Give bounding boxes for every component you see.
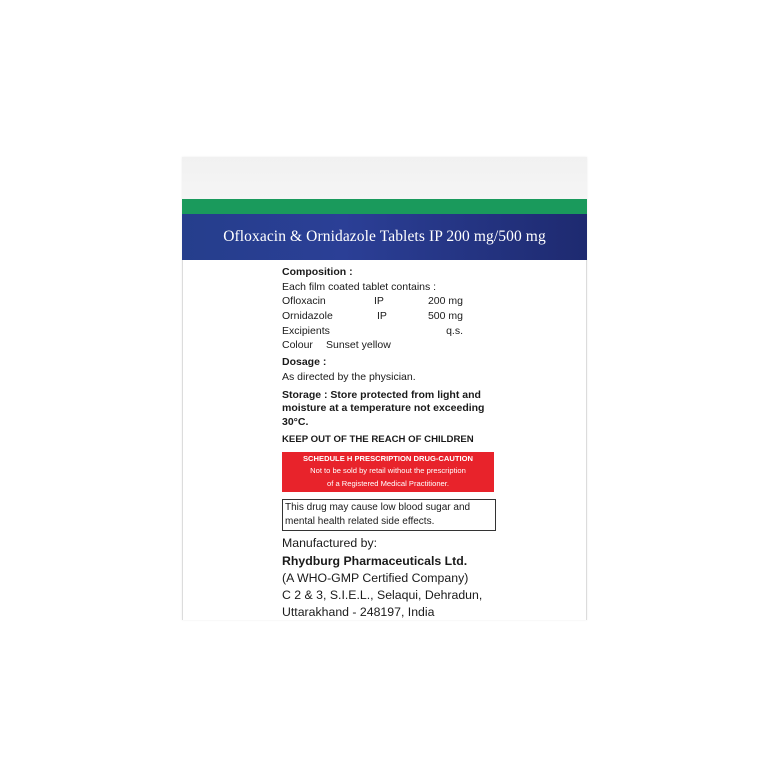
colour-label: Colour: [282, 339, 313, 352]
ingredient-quantity: 500 mg: [427, 310, 463, 323]
manufacturer-label: Manufactured by:: [282, 536, 378, 551]
composition-heading: Composition :: [282, 266, 353, 278]
composition-intro: Each film coated tablet contains :: [282, 280, 437, 293]
colour-row: [282, 338, 497, 353]
dosage-text: As directed by the physician.: [282, 370, 416, 383]
ingredient-quantity: q.s.: [446, 324, 463, 337]
manufacturer-address: C 2 & 3, S.I.E.L., Selaqui, Dehradun,: [282, 588, 483, 603]
manufacturer-block: [282, 535, 497, 621]
ingredient-standard: IP: [374, 295, 384, 308]
colour-value: Sunset yellow: [326, 339, 391, 352]
carton-right-edge: [586, 260, 587, 620]
ingredient-name: Ornidazole: [282, 310, 333, 323]
ingredient-name: Ofloxacin: [282, 295, 326, 308]
manufacturer-certification: (A WHO-GMP Certified Company): [282, 570, 469, 585]
green-stripe: [182, 199, 587, 214]
schedule-h-caution: [282, 452, 494, 493]
caution-title: SCHEDULE H PRESCRIPTION DRUG-CAUTION: [302, 453, 474, 463]
keep-out-warning: KEEP OUT OF THE REACH OF CHILDREN: [282, 434, 474, 446]
medicine-carton: [182, 157, 587, 620]
ingredient-quantity: 200 mg: [427, 295, 463, 308]
storage-text: Storage : Store protected from light and moisture at a temperature not exceeding 30°C.: [282, 388, 485, 428]
product-title: Ofloxacin & Ornidazole Tablets IP 200 mg/500 mg: [223, 228, 546, 245]
ingredient-name: Excipients: [282, 324, 330, 337]
caution-line: of a Registered Medical Practitioner.: [327, 478, 449, 488]
composition-row: [282, 294, 497, 309]
dosage-heading: Dosage :: [282, 356, 327, 369]
carton-left-edge: [182, 260, 183, 620]
composition-row: [282, 324, 497, 339]
title-band: [182, 214, 587, 260]
caution-line: Not to be sold by retail without the prescription: [310, 466, 466, 476]
label-content: [282, 265, 497, 622]
carton-top-flap: [182, 157, 587, 199]
manufacturer-address: Uttarakhand - 248197, India: [282, 605, 435, 620]
composition-row: [282, 309, 497, 324]
side-effects-warning: This drug may cause low blood sugar and mental health related side effects.: [282, 499, 496, 531]
ingredient-standard: IP: [377, 310, 387, 323]
manufacturer-name: Rhydburg Pharmaceuticals Ltd.: [282, 553, 468, 568]
